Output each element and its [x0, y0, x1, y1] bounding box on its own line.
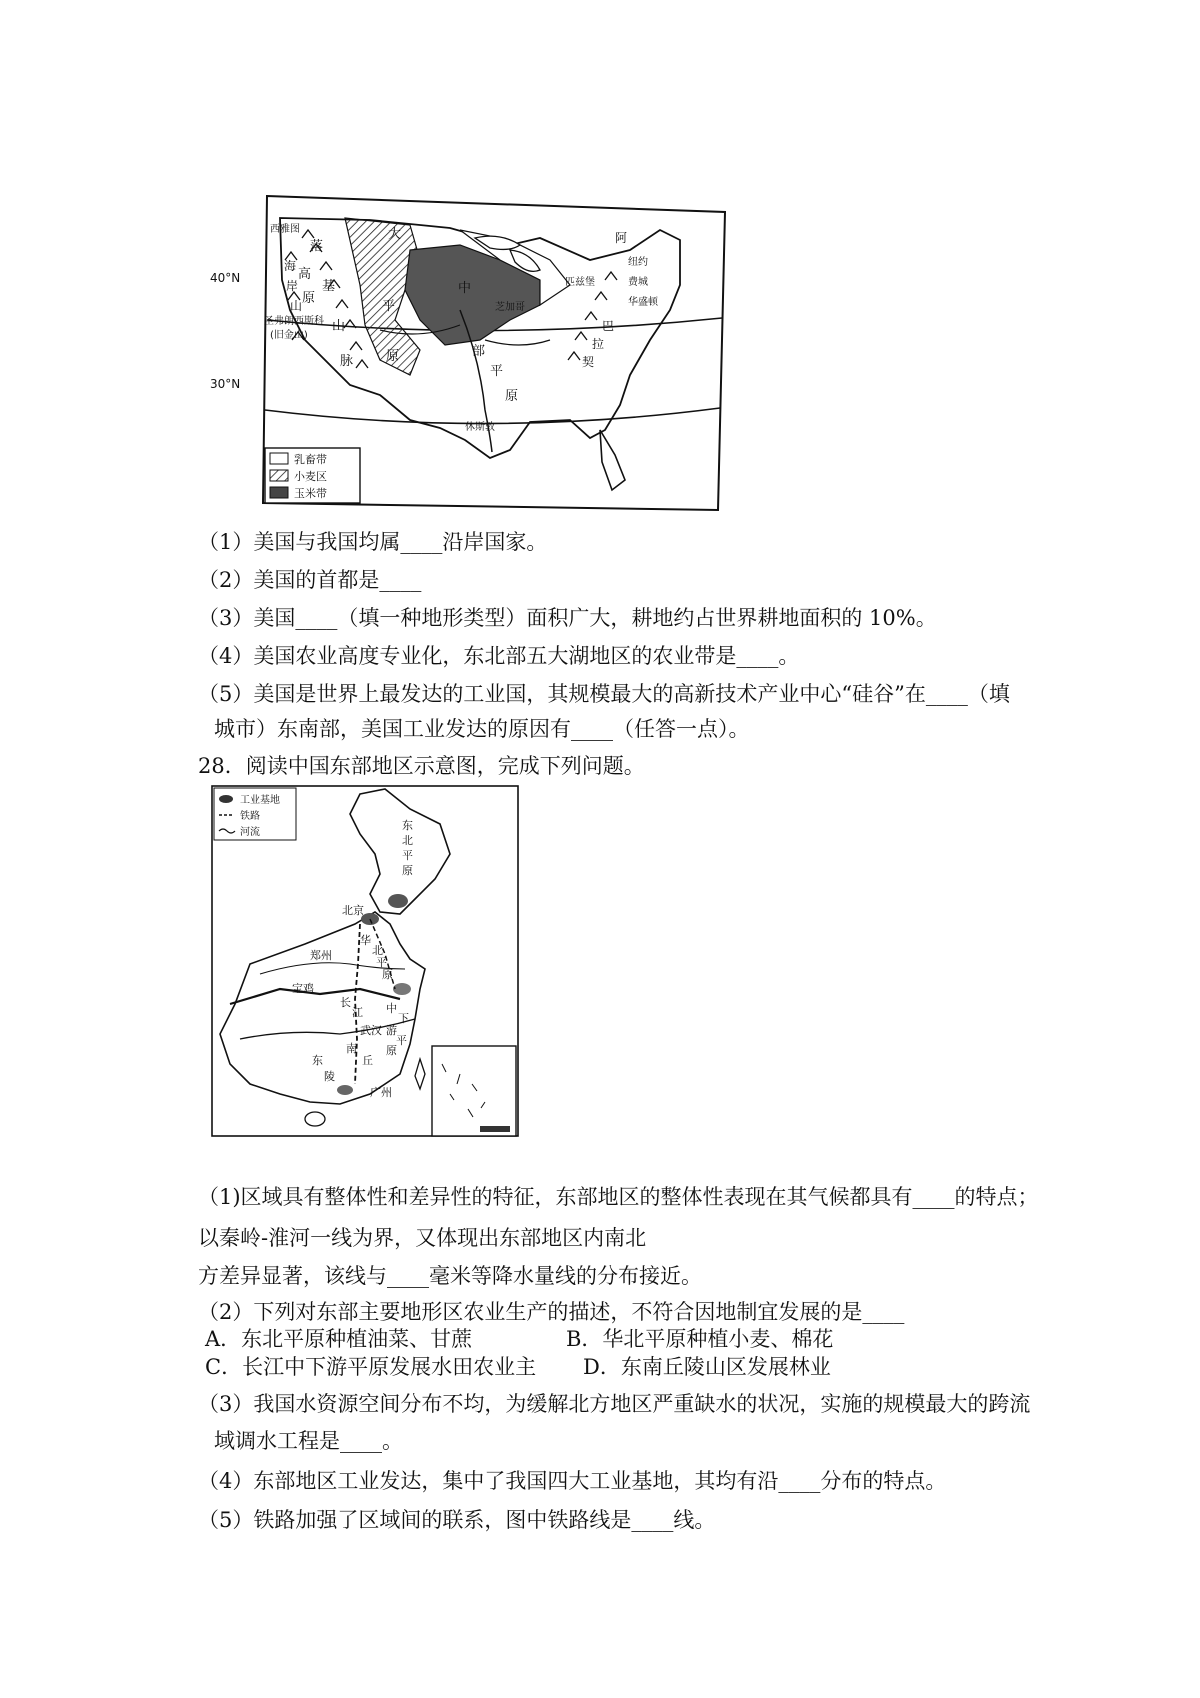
terrain-label: 原 [386, 349, 400, 364]
legend-label: 乳畜带 [294, 453, 327, 466]
legend-label: 工业基地 [240, 795, 280, 806]
q27-line-2: （2）美国的首都是____ [198, 568, 422, 592]
q28-line-4: （2）下列对东部主要地形区农业生产的描述，不符合因地制宜发展的是____ [198, 1300, 905, 1324]
terrain-label: 脉 [340, 354, 354, 369]
map-label: 南 [346, 1042, 357, 1055]
q28-option-d: D．东南丘陵山区发展林业 [583, 1355, 831, 1379]
q27-line-5: （5）美国是世界上最发达的工业国，其规模最大的高新技术产业中心“硅谷”在____（填 [198, 682, 1010, 706]
q28-line-2: 以秦岭-淮河一线为界，又体现出东部地区内南北 [198, 1226, 647, 1250]
place-label: 西雅图 [270, 224, 300, 235]
q28-line-6: 域调水工程是____。 [214, 1429, 403, 1453]
q28-option-a: A．东北平原种植油菜、甘蔗 [205, 1327, 473, 1351]
map-label: 广州 [370, 1086, 392, 1099]
q28-line-7: （4）东部地区工业发达，集中了我国四大工业基地，其均有沿____分布的特点。 [198, 1469, 947, 1493]
map-label: 原 [402, 864, 413, 877]
map-label: 平 [396, 1034, 407, 1047]
terrain-label: 拉 [592, 337, 605, 351]
q28-line-5: （3）我国水资源空间分布不均，为缓解北方地区严重缺水的状况，实施的规模最大的跨流 [198, 1392, 1031, 1416]
terrain-label: 基 [322, 279, 336, 294]
map-label: 丘 [362, 1054, 373, 1067]
map-label: 中 [386, 1002, 397, 1015]
terrain-label: 原 [302, 291, 316, 306]
map-label: 东 [402, 819, 413, 832]
terrain-label: 落 [310, 239, 324, 254]
map-label: 江 [352, 1006, 363, 1019]
lat-label-40n: 40°N [210, 271, 241, 285]
map-label: 东 [312, 1054, 323, 1067]
map-label: 原 [382, 968, 393, 981]
place-label: 休斯敦 [465, 422, 495, 433]
terrain-label: 原 [505, 389, 519, 404]
map-label: 北京 [342, 904, 364, 917]
map-label: 原 [386, 1044, 397, 1057]
map-label: 平 [402, 849, 413, 862]
legend-label: 铁路 [240, 811, 260, 822]
map-label: 平 [376, 956, 387, 969]
q28-line-8: （5）铁路加强了区域间的联系，图中铁路线是____线。 [198, 1508, 716, 1532]
lat-label-30n: 30°N [210, 377, 241, 391]
map-label: 华 [360, 934, 371, 947]
place-label: 匹兹堡 [565, 277, 595, 288]
map-label: 宝鸡 [292, 982, 314, 995]
map-label: 下 [398, 1012, 409, 1025]
legend-label: 玉米带 [294, 487, 327, 500]
terrain-label: 海 [284, 259, 297, 273]
place-label: 华盛顿 [628, 297, 658, 308]
map-label: 北 [402, 834, 413, 847]
map-label: 郑州 [310, 949, 332, 962]
place-label: 纽约 [628, 257, 648, 268]
terrain-label: 契 [582, 355, 595, 369]
place-label: 圣弗朗西斯科 [264, 316, 324, 327]
place-label: 费城 [628, 277, 648, 288]
map-label: 陵 [324, 1070, 335, 1083]
q28-title: 28．阅读中国东部地区示意图，完成下列问题。 [198, 754, 645, 778]
legend-label: 小麦区 [294, 470, 327, 483]
terrain-label: 巴 [602, 319, 615, 333]
legend-label: 河流 [240, 827, 260, 838]
terrain-label: 平 [382, 299, 396, 314]
terrain-label: 高 [298, 267, 312, 282]
q28-option-b: B．华北平原种植小麦、棉花 [566, 1327, 834, 1351]
q28-line-3: 方差异显著，该线与____毫米等降水量线的分布接近。 [198, 1264, 702, 1288]
q27-line-1: （1）美国与我国均属____沿岸国家。 [198, 530, 548, 554]
q28-option-c: C．长江中下游平原发展水田农业主 [205, 1355, 537, 1379]
q27-line-4: （4）美国农业高度专业化，东北部五大湖地区的农业带是____。 [198, 644, 800, 668]
terrain-label: 大 [388, 227, 402, 242]
place-label: 芝加哥 [495, 302, 525, 313]
terrain-label: 平 [490, 364, 504, 379]
q27-line-3: （3）美国____（填一种地形类型）面积广大，耕地约占世界耕地面积的 10%。 [198, 606, 937, 630]
terrain-label: 部 [472, 344, 486, 359]
terrain-label: 岸 [286, 279, 299, 293]
map-label: 武汉 [360, 1024, 382, 1037]
map-label: 北 [372, 944, 383, 957]
place-label: (旧金山) [270, 330, 308, 341]
terrain-label: 山 [290, 299, 303, 313]
map-label: 游 [386, 1024, 397, 1037]
q28-line-1: （1)区域具有整体性和差异性的特征，东部地区的整体性表现在其气候都具有____的特点； [198, 1185, 1039, 1209]
usa-agriculture-map [210, 190, 730, 520]
terrain-label: 山 [332, 319, 346, 334]
q27-line-6: 城市）东南部，美国工业发达的原因有____（任答一点）。 [214, 717, 750, 741]
map-label: 长 [340, 996, 351, 1009]
terrain-label: 阿 [615, 231, 628, 245]
terrain-label: 中 [458, 281, 472, 296]
china-east-map [210, 784, 522, 1140]
